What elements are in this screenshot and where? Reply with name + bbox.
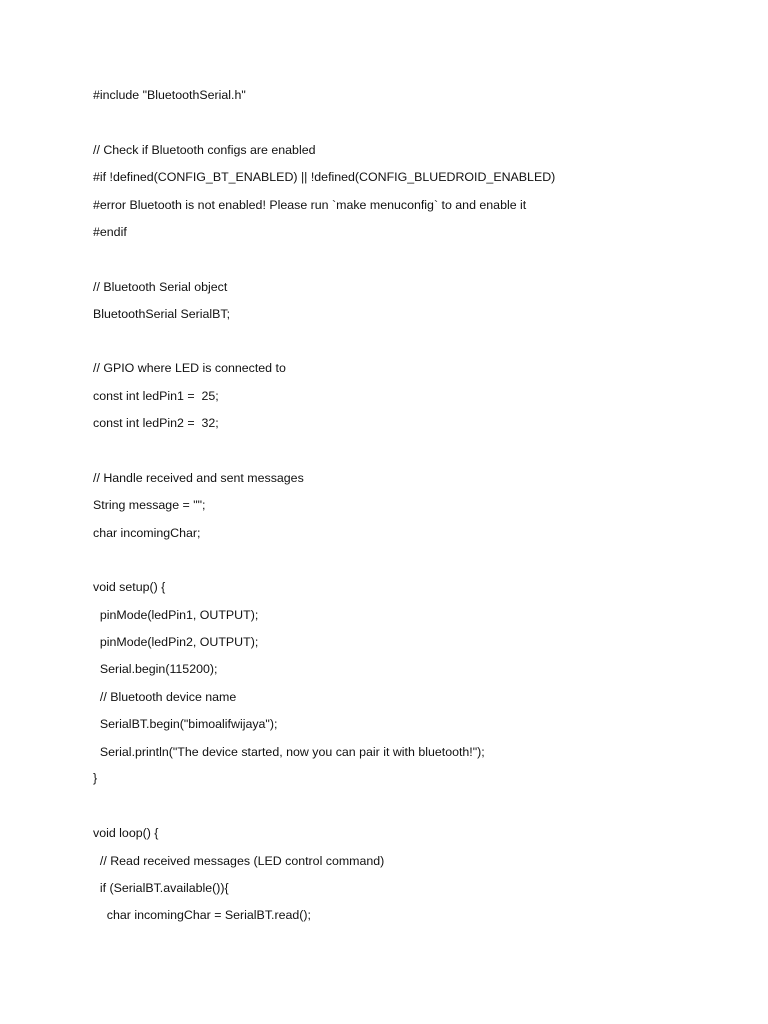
code-line: BluetoothSerial SerialBT; [93,307,231,321]
code-line: // GPIO where LED is connected to [93,361,286,375]
code-line: String message = ""; [93,498,206,512]
code-line: pinMode(ledPin1, OUTPUT); [93,608,259,622]
code-line: char incomingChar; [93,526,201,540]
code-line: char incomingChar = SerialBT.read(); [93,908,311,922]
code-line: #include "BluetoothSerial.h" [93,88,246,102]
code-line: #if !defined(CONFIG_BT_ENABLED) || !defined(CONFIG_BLUEDROID_ENABLED) [93,170,556,184]
code-line: } [93,771,98,785]
code-line: const int ledPin1 = 25; [93,389,219,403]
code-line: #endif [93,225,127,239]
code-line: // Read received messages (LED control command) [93,854,385,868]
code-line: // Bluetooth device name [93,690,237,704]
code-line: // Bluetooth Serial object [93,280,228,294]
code-line: Serial.begin(115200); [93,662,218,676]
code-line: void setup() { [93,580,166,594]
code-line: #error Bluetooth is not enabled! Please run `make menuconfig` to and enable it [93,198,527,212]
code-line: void loop() { [93,826,159,840]
code-line: Serial.println("The device started, now you can pair it with bluetooth!"); [93,745,485,759]
code-line: const int ledPin2 = 32; [93,416,219,430]
code-line: // Check if Bluetooth configs are enabled [93,143,316,157]
code-line: if (SerialBT.available()){ [93,881,229,895]
code-line: pinMode(ledPin2, OUTPUT); [93,635,259,649]
code-line: SerialBT.begin("bimoalifwijaya"); [93,717,278,731]
code-line: // Handle received and sent messages [93,471,304,485]
